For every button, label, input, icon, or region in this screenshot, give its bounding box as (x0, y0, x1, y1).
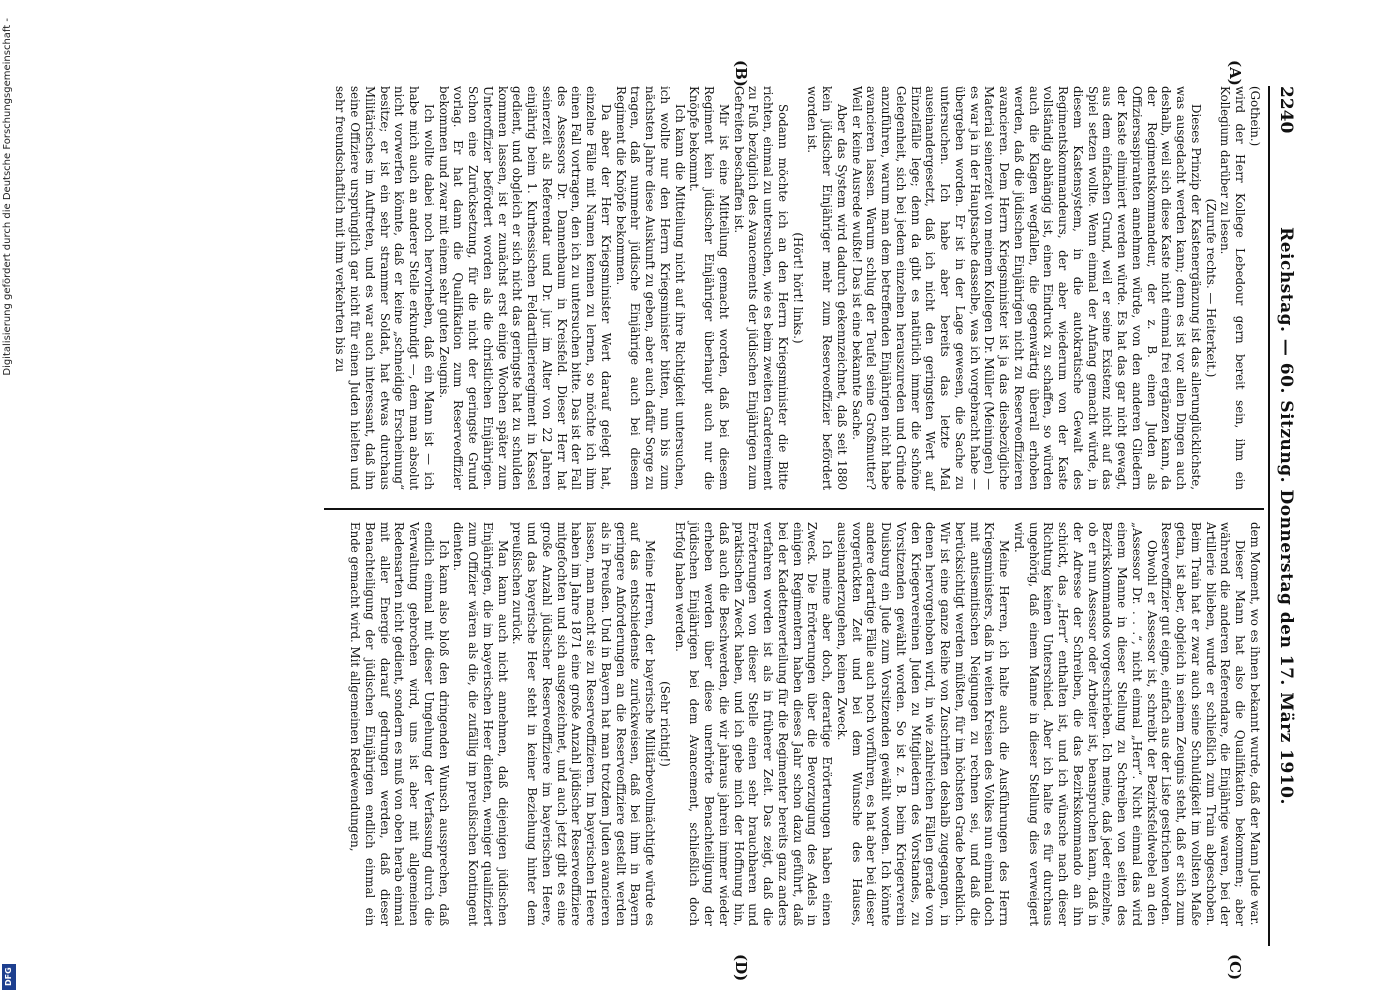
running-head: Reichstag. — 60. Sitzung. Donnerstag den 17. März 1910. (1276, 227, 1296, 805)
paragraph: Obwohl er Assessor ist, schreibt der Bezirksfeldwebel an den „Assessor Dr. . . .“, nicht einmal „Herr“. Nicht einmal das wird einem Manne in dieser Stellung zu Schreiben von seiten des Bezirkskommandos vorgeschrieben. Ich meine, daß jeder einzelne, ob er nun Assessor oder Arbeiter ist, beanspruchen kann, daß in der Adresse der Schreiben, die das Bezirkskommando an ihn schickt, das „Herr“ enthalten ist, und ich wünsche nach dieser Richtung keinen Unterschied. Aber ich halte es für durchaus ungehörig, daß einem Manne in dieser Stellung dies verweigert wird. (1012, 522, 1159, 926)
margin-mark-d: (D) (732, 954, 750, 982)
paragraph: (Gothein.) (1248, 86, 1262, 147)
paragraph: wird der Herr Kollege Lebedour gern bereit sein, ihm ein Kollegium darüber zu lesen. (1218, 86, 1248, 490)
margin-mark-b: (B) (732, 60, 750, 87)
digitization-credit: Digitalisierung gefördert durch die Deutsche Forschungsgemeinschaft - (2, 18, 13, 376)
paragraph: Meine Herren, ich halte auch die Ausführungen des Herrn Kriegsministers, daß in weiten Kreisen des Volkes nun einmal doch mit antisemitischen Neigungen zu rechnen sei, und daß die berücksichtigt werden müßten, für im höchsten Grade bedenklich. Wir ist eine ganze Reihe von Zuschriften deshalb zugegangen, in denen hervorgehoben wird, in wie zahlreichen Fällen gerade von den Kriegervereinen Juden zu Mitgliedern des Vorstandes, zu Vorsitzenden gewählt worden. So ist z. B. beim Kriegerverein Duisburg ein Jude zum Vorsitzenden gewählt worden. Ich könnte andere derartige Fälle auch noch vorführen, es hat aber bei dieser vorgerückten Zeit und bei dem Wunsche des Hauses, auseinanderzugehen, keinen Zweck. (835, 522, 1012, 926)
column-divider (324, 508, 1264, 510)
paragraph: (Sehr richtig!) (658, 681, 672, 767)
left-column (333, 86, 1262, 490)
paragraph: Da aber der Herr Kriegsminister Wert darauf gelegt hat, einzelne Fälle mit Namen kennen zu lernen, so möchte ich ihm einen Fall vortragen, den ich zu untersuchen bitte. Das ist der Fall des Assessors Dr. Dannenbaum in Kreisfeld. Dieser Herr hat seinerzeit als Referendar und Dr. jur. im Alter von 22 Jahren einjährig beim 1. Kurhessischen Feldartillerieregiment in Kassel gedient, und obgleich er sich nicht das geringste hat zu schulden kommen lassen, ist er zunächst erst einige Wochen später zum Unteroffizier befördert worden als die christlichen Einjährigen. Schon eine Zurücksetzung, für die nicht der geringste Grund vorlag. Er hat dann die Qualifikation zum Reserveoffizier bekommen und zwar mit einem sehr guten Zeugnis. (436, 86, 613, 490)
margin-mark-a: (A) (1226, 60, 1244, 86)
paragraph: Dieses Prinzip der Kastenergänzung ist das allerunglücklichste, was ausgedacht werden kann; denn es ist vor allen Dingen auch deshalb, weil sich diese Kaste nicht einmal frei ergänzen kann, da der Regimentskommandeur, der z. B. einen Juden als Offiziersaspiranten annehmen würde, von den anderen Gliedern der Kaste eliminiert werden würde. Es hat das gar nicht gewagt, aus dem einfachen Grund, weil er seine Existenz nicht auf das Spiel setzen wollte. Wenn einmal der Anfang gemacht würde, in diesem Kastensystem, in die autokratische Gewalt des Regimentskommandeurs, der aber wiederum von der Kaste vollständig abhängig ist, einen Eindruck zu schaffen, so würden auch die Klagen wegfallen, die gegenwärtig überall erhoben werden, daß die jüdischen Einjährigen nicht zu Reserveoffizieren avancieren. Dem Herrn Kriegsminister ist ja das diesbezügliche Material seinerzeit von meinem Kollegen Dr. Müller (Meiningen) — es war ja in der Hauptsache dasselbe, was ich vorgebracht habe — übergeben worden. Er ist in der Lage gewesen, die Sache zu untersuchen. Ich habe aber bereits das letzte Mal auseinandergesetzt, daß ich nicht den geringsten Wert auf Einzelfälle lege; denn da gibt es natürlich immer die schöne Gelegenheit, sich bei jedem einzelnen herauszureden und Gründe anzuführen, warum man dem betreffenden Einjährigen nicht habe avancieren lassen. Warum schlug der Teufel seine Großmutter? Weil er keine Ausrede wußte! Das ist eine bekannte Sache. (849, 86, 1203, 490)
paragraph: Meine Herren, der bayerische Militärbevollmächtigte würde es auf das entschiedenste zurückweisen, daß bei ihm in Bayern geringere Anforderungen an die Reserveoffiziere gestellt werden als in Preußen. Und in Bayern hat man trotzdem Juden avancieren lassen, man macht sie zu Reserveoffizieren. Im bayerischen Heere haben im Jahre 1871 eine große Anzahl jüdischer Reserveoffiziere mitgefochten und sich ausgezeichnet, und auch jetzt gibt es eine große Anzahl jüdischer Reserveoffiziere im bayerischen Heere, und das bayerische Heer steht in keiner Beziehung hinter dem preußischen zurück. (510, 522, 658, 926)
paragraph: Aber das System wird dadurch gekennzeichnet, daß seit 1880 kein jüdischer Einjähriger mehr zum Reserveoffizier befördert worden ist. (805, 86, 849, 490)
margin-mark-c: (C) (1226, 954, 1244, 981)
page-header (1272, 86, 1298, 946)
header-rule (1268, 86, 1270, 946)
paragraph: Ich wollte dabei noch hervorheben, daß ein Mann ist — ich habe mich auch an anderer Stelle erkundigt —, dem man absolut nicht vorwerfen könnte, daß er keine „schneidige Erscheinung“ besitze; er ist ein sehr strammer Soldat, hat etwas durchaus Militärisches im Auftreten, und es war auch interessant, daß ihn seine Offiziere ursprünglich gar nicht für einen Juden hielten und sehr freundschaftlich mit ihm verkehrten bis zu (333, 86, 436, 490)
paragraph: Mir ist eine Mitteilung gemacht worden, daß bei diesem Regiment kein jüdischer Einjähriger überhaupt auch nur die Knöpfe bekommt. (687, 86, 731, 490)
right-column (348, 522, 1263, 926)
paragraph: Sodann möchte ich an den Herrn Kriegsminister die Bitte richten, einmal zu untersuchen, wie es beim zweiten Gardereiment zu Fuß bezüglich des Avancements der jüdischen Einjährigen zum Gefreiten beschaffen ist. (731, 86, 790, 490)
paragraph: Ich meine aber doch, derartige Erörterungen haben einen Zweck. Die Erörterungen über die Bevorzugung des Adels in einigen Regimentern haben dieses Jahr schon dazu geführt, daß bei der Kadettenverteilung für die Regimenter bereits ganz anders verfahren worden ist als in früherer Zeit. Das zeigt, daß die Erörterungen von dieser Stelle einen sehr brauchbaren und praktischen Zweck haben, und ich gebe mich der Hoffnung hin, daß auch die Beschwerden, die wir jahraus jahrein immer wieder erheben werden über diese unerhörte Benachteiligung der jüdischen Einjährigen bei dem Avancement, schließlich doch Erfolg haben werden. (672, 522, 835, 926)
paragraph: (Hört! hört! links.) (790, 232, 805, 344)
paragraph: dem Moment, wo es ihnen bekannt wurde, daß der Mann Jude war. (1248, 522, 1262, 926)
paragraph: Ich kann also bloß den dringenden Wunsch aussprechen, daß endlich einmal mit dieser Umgehung der Verfassung durch die Verwaltung gebrochen wird, uns ist aber mit allgemeinen Redensarten nicht gedient, sondern es muß von oben herab einmal mit aller Energie darauf gedrungen werden, daß dieser Benachteiligung der jüdischen Einjährigen endlich einmal ein Ende gemacht wird. Mit allgemeinen Redewendungen, (348, 522, 451, 926)
paragraph: Ich kann die Mitteilung nicht auf ihre Richtigkeit untersuchen, ich wollte nur den Herrn Kriegsminister bitten, nun bis zum nächsten Jahre diese Auskunft zu geben, aber auch dafür Sorge zu tragen, daß nunmehr jüdische Einjährige auch bei diesem Regiment die Knöpfe bekommen. (613, 86, 687, 490)
paragraph: Dieser Mann hat also die Qualifikation bekommen; aber während die anderen Referendare, die Einjährige waren, bei der Artillerie blieben, wurde er schließlich zum Train abgeschoben. Beim Train hat er zwar auch seine Schuldigkeit im vollsten Maße getan, ist aber, obgleich in seinem Zeugnis steht, daß er sich zum Reserveoffizier gut eigne, einfach aus der Liste gestrichen worden. (1159, 522, 1248, 926)
paragraph: Man kann auch nicht annehmen, daß diejenigen jüdischen Einjährigen, die im bayerischen Heer dienten, weniger qualifiziert zum Offizier wären als die, die zufällig im preußischen Kontingent dienten. (451, 522, 510, 926)
page-number: 2240 (1276, 86, 1296, 134)
dfg-logo-icon: DFG (2, 964, 16, 990)
paragraph: (Zurufe rechts. — Heiterkeit.) (1203, 198, 1218, 378)
